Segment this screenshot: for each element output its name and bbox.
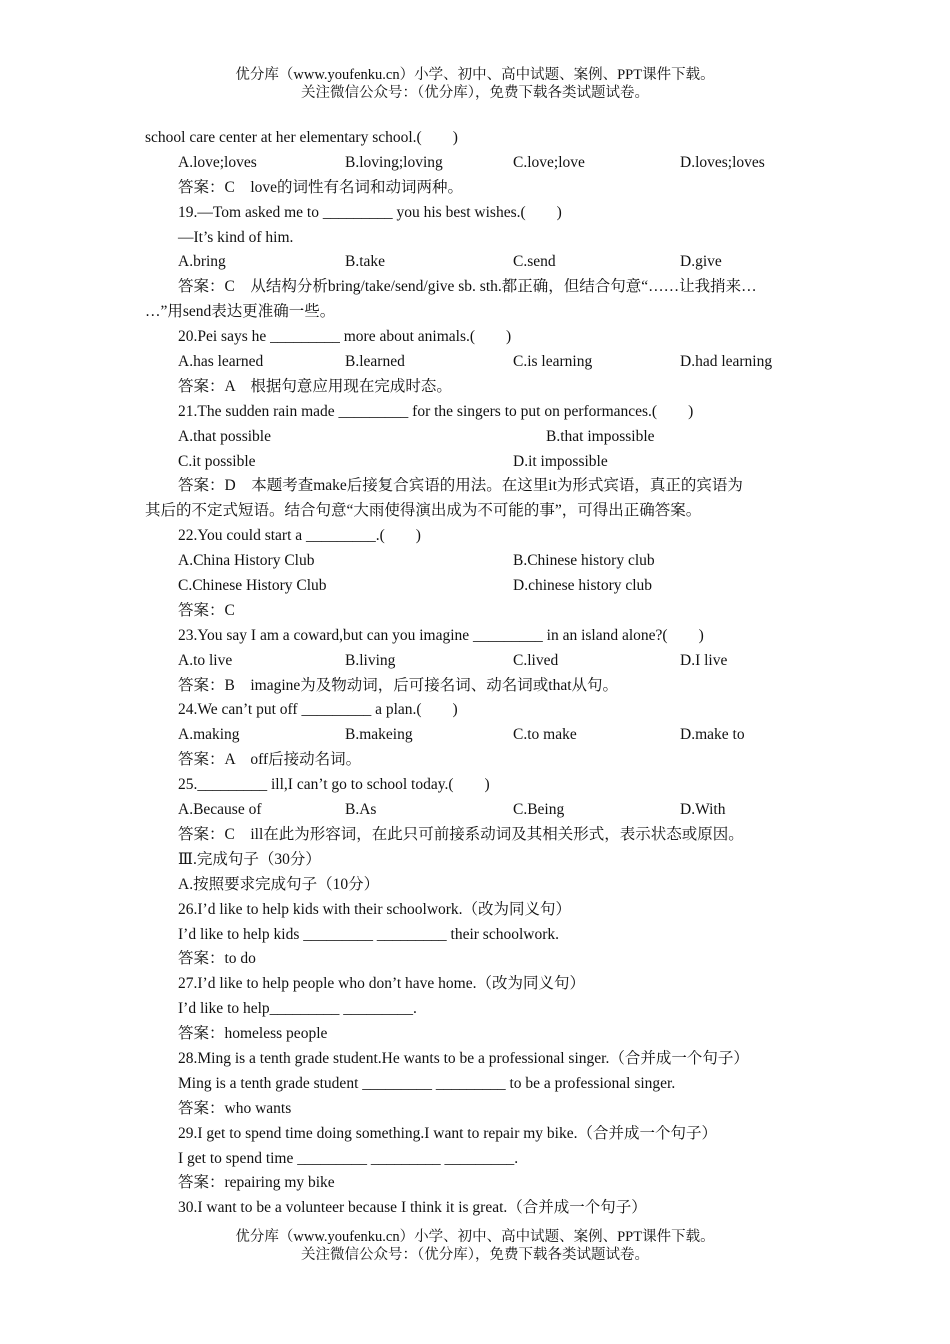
question-21-options-row-1 [145,425,815,450]
question-28-blank: Ming is a tenth grade student _________ _________ to be a professional singer. [178,1074,676,1092]
question-22-options-row-1 [145,549,815,574]
question-19-answer-line-1: 答案：C 从结构分析bring/take/send/give sb. sth.都正确，但结合句意“……让我捎来… [178,278,757,296]
question-24-stem: 24.We can’t put off _________ a plan.( ) [178,701,458,719]
question-27-answer: 答案：homeless people [178,1025,328,1043]
question-22-answer: 答案：C [178,601,235,619]
page-header [0,66,950,102]
header-line-2: 关注微信公众号：（优分库），免费下载各类试题试卷。 [301,85,649,101]
question-19-options [145,250,815,275]
option-b: B.living [345,651,396,669]
question-19-stem: 19.—Tom asked me to _________ you his best wishes.( ) [178,203,562,221]
option-c: C.Being [513,801,565,819]
question-28-stem: 28.Ming is a tenth grade student.He wants to be a professional singer.（合并成一个句子） [178,1049,749,1067]
option-a: A.China History Club [178,552,315,570]
option-a: A.making [178,726,240,744]
section-3-title: Ⅲ.完成句子（30分） [178,850,321,868]
footer-line-1: 优分库（www.youfenku.cn）小学、初中、高中试题、案例、PPT课件下载。 [235,1229,715,1245]
question-25-answer: 答案：C ill在此为形容词，在此只可前接系动词及其相关形式，表示状态或原因。 [178,825,744,843]
question-29-stem: 29.I get to spend time doing something.I want to repair my bike.（合并成一个句子） [178,1124,717,1142]
option-d: D.give [680,253,722,271]
question-25-options [145,798,815,823]
option-b: B.Chinese history club [513,552,655,570]
option-a: A.love;loves [178,153,257,171]
option-b: B.As [345,801,377,819]
option-b: B.makeing [345,726,413,744]
question-23-stem: 23.You say I am a coward,but can you imagine _________ in an island alone?( ) [178,626,704,644]
question-19-reply: —It’s kind of him. [178,228,294,246]
question-21-answer-line-1: 答案：D 本题考查make后接复合宾语的用法。在这里it为形式宾语，真正的宾语为 [178,477,743,495]
option-b: B.take [345,253,386,271]
option-c: C.lived [513,651,559,669]
option-d: D.With [680,801,726,819]
option-c: C.love;love [513,153,585,171]
question-20-answer: 答案：A 根据句意应用现在完成时态。 [178,377,452,395]
question-24-answer: 答案：A off后接动名词。 [178,751,362,769]
question-21-stem: 21.The sudden rain made _________ for the singers to put on performances.( ) [178,402,694,420]
question-21-answer-line-2: 其后的不定式短语。结合句意“大雨使得演出成为不可能的事”，可得出正确答案。 [145,502,702,520]
option-a: A.has learned [178,353,264,371]
option-d: D.had learning [680,353,773,371]
question-22-stem: 22.You could start a _________.( ) [178,527,421,545]
option-b: B.that impossible [546,427,655,445]
question-26-answer: 答案：to do [178,950,256,968]
question-29-blank: I get to spend time _________ _________ _________. [178,1149,519,1167]
option-d: D.it impossible [513,452,608,470]
footer-line-2: 关注微信公众号：（优分库），免费下载各类试题试卷。 [301,1247,649,1263]
question-19-answer-line-2: …”用send表达更准确一些。 [145,303,336,321]
option-c: C.send [513,253,556,271]
option-d: D.chinese history club [513,577,653,595]
question-26-stem: 26.I’d like to help kids with their schoolwork.（改为同义句） [178,900,572,918]
option-a: A.to live [178,651,233,669]
question-23-answer: 答案：B imagine为及物动词，后可接名词、动名词或that从句。 [178,676,619,694]
option-c: C.is learning [513,353,593,371]
question-28-answer: 答案：who wants [178,1099,292,1117]
option-d: D.loves;loves [680,153,765,171]
section-3-part-a: A.按照要求完成句子（10分） [178,875,380,893]
question-20-stem: 20.Pei says he _________ more about animals.( ) [178,328,512,346]
option-c: C.to make [513,726,577,744]
option-a: A.bring [178,253,226,271]
question-23-options [145,649,815,674]
question-18-options [145,151,815,176]
question-21-options-row-2 [145,450,815,475]
question-26-blank: I’d like to help kids _________ _________ their schoolwork. [178,925,559,943]
question-20-options [145,350,815,375]
option-b: B.learned [345,353,405,371]
option-d: D.make to [680,726,745,744]
option-c: C.Chinese History Club [178,577,327,595]
question-25-stem: 25._________ ill,I can’t go to school today.( ) [178,776,490,794]
question-30-stem: 30.I want to be a volunteer because I think it is great.（合并成一个句子） [178,1199,647,1217]
question-24-options [145,723,815,748]
question-27-blank: I’d like to help_________ _________. [178,1000,417,1018]
question-27-stem: 27.I’d like to help people who don’t have home.（改为同义句） [178,975,585,993]
question-29-answer: 答案：repairing my bike [178,1174,335,1192]
header-line-1: 优分库（www.youfenku.cn）小学、初中、高中试题、案例、PPT课件下载。 [235,67,715,83]
exam-content [145,126,815,1221]
option-b: B.loving;loving [345,153,443,171]
page-footer [0,1228,950,1264]
option-d: D.I live [680,651,728,669]
option-a: A.Because of [178,801,262,819]
option-a: A.that possible [178,427,271,445]
question-18-continuation: school care center at her elementary school.( ) [145,129,458,146]
question-18-answer: 答案：C love的词性有名词和动词两种。 [178,178,464,196]
question-22-options-row-2 [145,574,815,599]
option-c: C.it possible [178,452,256,470]
